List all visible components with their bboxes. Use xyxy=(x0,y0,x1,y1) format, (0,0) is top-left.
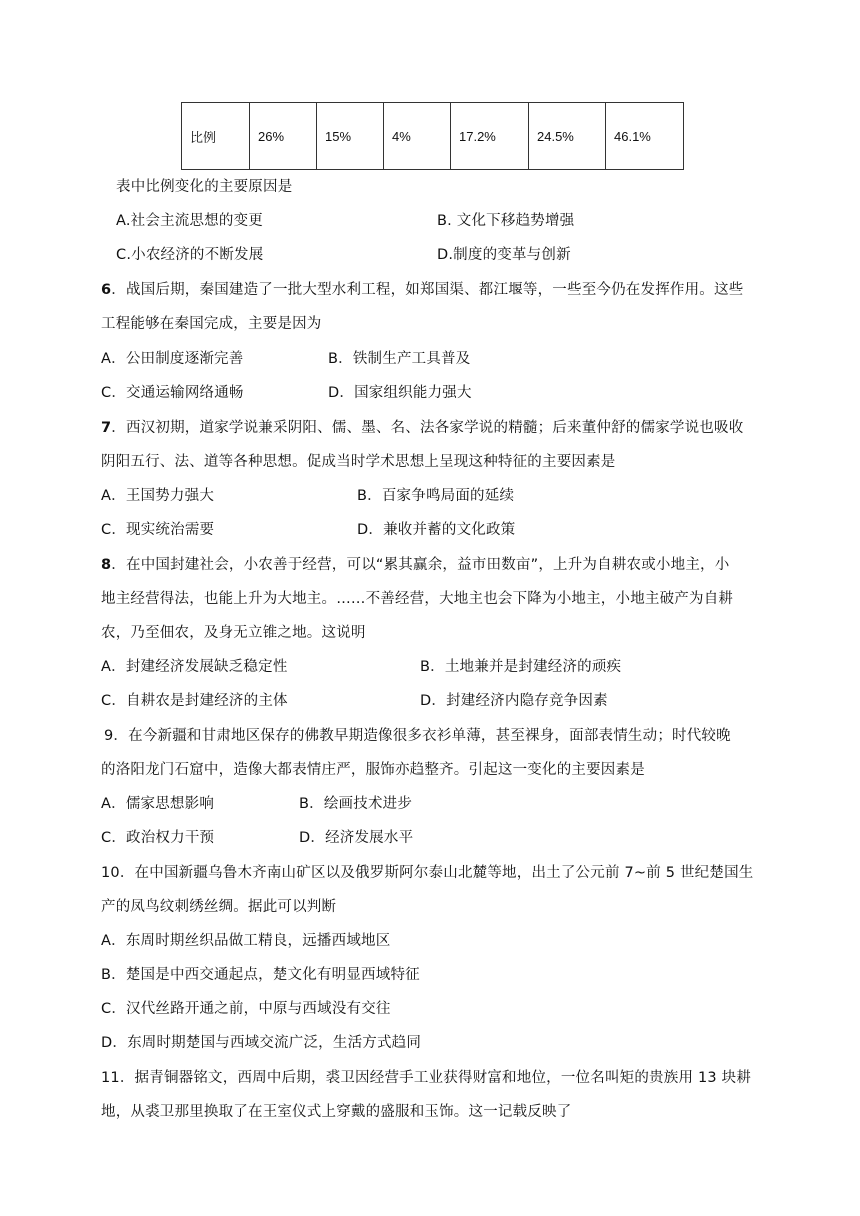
q8-option-b: B．土地兼并是封建经济的顽疾 xyxy=(420,659,622,675)
q5-option-a: A.社会主流思想的变更 xyxy=(116,213,263,229)
q10-option-c: C．汉代丝路开通之前，中原与西域没有交往 xyxy=(101,1001,391,1017)
q9-line-2: 的洛阳龙门石窟中，造像大都表情庄严，服饰亦趋整齐。引起这一变化的主要因素是 xyxy=(101,762,645,778)
q9-option-d: D．经济发展水平 xyxy=(299,830,414,846)
q5-option-b: B. 文化下移趋势增强 xyxy=(437,213,575,229)
table-cell: 17.2% xyxy=(451,103,529,170)
q6-line-1 xyxy=(101,280,743,300)
q8-option-a: A．封建经济发展缺乏稳定性 xyxy=(101,659,288,675)
q8-option-d: D．封建经济内隐存竞争因素 xyxy=(420,693,608,709)
q7-line-1 xyxy=(101,418,743,438)
table-cell: 26% xyxy=(250,103,317,170)
q6-text: ．战国后期，秦国建造了一批大型水利工程，如郑国渠、都江堰等，一些至今仍在发挥作用。这些 xyxy=(111,282,744,298)
q7-text: ．西汉初期，道家学说兼采阴阳、儒、墨、名、法各家学说的精髓；后来董仲舒的儒家学说也吸收 xyxy=(111,420,744,436)
q9-line-1: 9．在今新疆和甘肃地区保存的佛教早期造像很多衣衫单薄，甚至裸身，面部表情生动；时代较晚 xyxy=(104,728,731,744)
q10-option-d: D．东周时期楚国与西域交流广泛，生活方式趋同 xyxy=(101,1035,422,1051)
q7-option-a: A．王国势力强大 xyxy=(101,488,215,504)
q8-option-c: C．自耕农是封建经济的主体 xyxy=(101,693,288,709)
q9-option-c: C．政治权力干预 xyxy=(101,830,215,846)
table-cell: 4% xyxy=(384,103,451,170)
q6-option-c: C．交通运输网络通畅 xyxy=(101,385,244,401)
q8-line-1 xyxy=(101,555,729,575)
q11-line-1: 11．据青铜器铭文，西周中后期，裘卫因经营手工业获得财富和地位，一位名叫矩的贵族用 13 块耕 xyxy=(101,1070,752,1086)
q8-number: 8 xyxy=(101,557,112,573)
q5-option-d: D.制度的变革与创新 xyxy=(437,247,571,263)
q6-line-2: 工程能够在秦国完成，主要是因为 xyxy=(101,316,322,332)
q9-option-a: A．儒家思想影响 xyxy=(101,796,215,812)
q9-option-b: B．绘画技术进步 xyxy=(299,796,413,812)
table-cell: 46.1% xyxy=(606,103,684,170)
table-cell: 15% xyxy=(317,103,384,170)
q6-option-d: D．国家组织能力强大 xyxy=(328,385,472,401)
ratio-table xyxy=(181,102,684,170)
row-label-cell: 比例 xyxy=(182,103,250,170)
q8-line-3: 农，乃至佃农，及身无立锥之地。这说明 xyxy=(101,625,366,641)
table-cell: 24.5% xyxy=(529,103,606,170)
q10-line-2: 产的凤鸟纹刺绣丝绸。据此可以判断 xyxy=(101,899,337,915)
q6-number: 6 xyxy=(101,282,112,298)
q10-line-1: 10．在中国新疆乌鲁木齐南山矿区以及俄罗斯阿尔泰山北麓等地，出土了公元前 7~前 5 世纪楚国生 xyxy=(101,865,754,881)
q7-option-c: C．现实统治需要 xyxy=(101,522,215,538)
table-row xyxy=(182,103,684,170)
q10-option-b: B．楚国是中西交通起点，楚文化有明显西域特征 xyxy=(101,967,420,983)
q7-option-b: B．百家争鸣局面的延续 xyxy=(357,488,515,504)
q6-option-b: B．铁制生产工具普及 xyxy=(328,351,471,367)
q6-option-a: A．公田制度逐渐完善 xyxy=(101,351,244,367)
q7-number: 7 xyxy=(101,420,112,436)
q7-option-d: D．兼收并蓄的文化政策 xyxy=(357,522,516,538)
q5-stem: 表中比例变化的主要原因是 xyxy=(116,179,293,195)
q5-option-c: C.小农经济的不断发展 xyxy=(116,247,264,263)
q7-line-2: 阴阳五行、法、道等各种思想。促成当时学术思想上呈现这种特征的主要因素是 xyxy=(101,454,616,470)
q10-option-a: A．东周时期丝织品做工精良，远播西域地区 xyxy=(101,933,391,949)
q8-text: ．在中国封建社会，小农善于经营，可以“累其赢余，益市田数亩”，上升为自耕农或小地主，小 xyxy=(111,557,730,573)
q11-line-2: 地，从裘卫那里换取了在王室仪式上穿戴的盛服和玉饰。这一记载反映了 xyxy=(101,1104,572,1120)
q8-line-2: 地主经营得法，也能上升为大地主。……不善经营，大地主也会下降为小地主，小地主破产为自耕 xyxy=(101,591,734,607)
